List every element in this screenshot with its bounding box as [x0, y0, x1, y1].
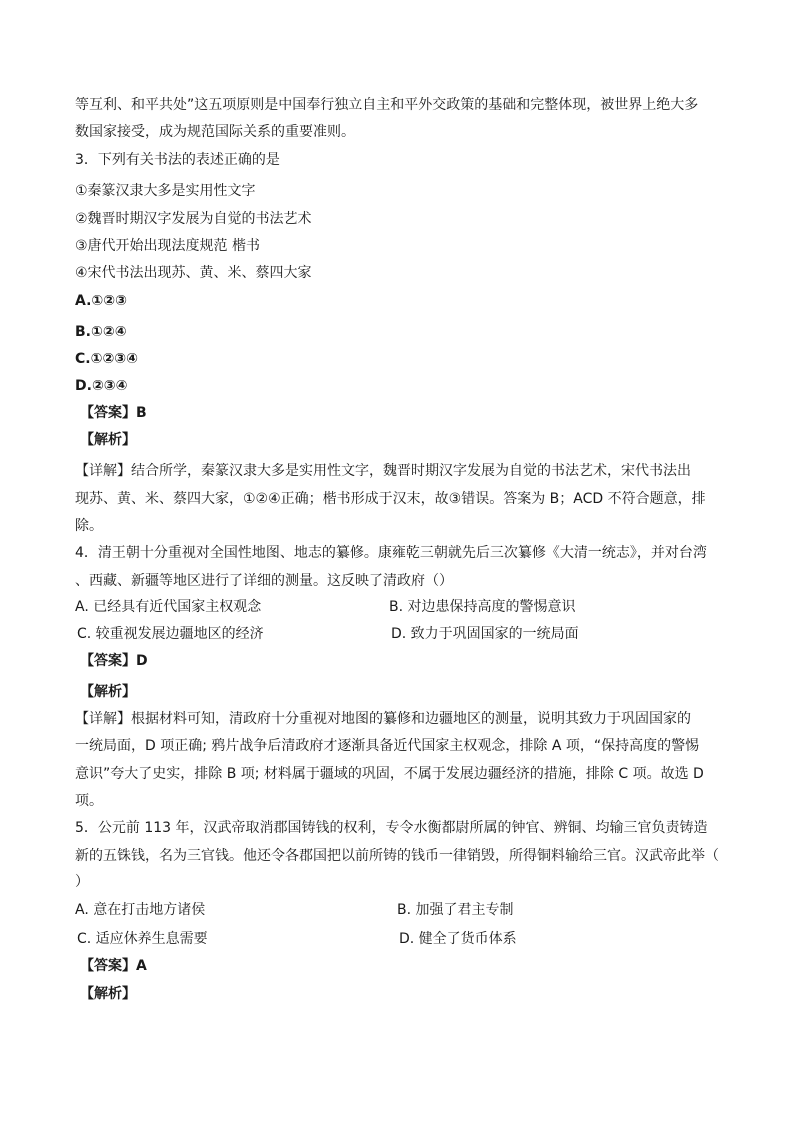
question-5-stem-line-1: 5．公元前 113 年，汉武帝取消郡国铸钱的权利，专令水衡都尉所属的钟官、辨铜、均输三官负责铸造: [75, 820, 708, 836]
q4-option-b: B. 对边患保持高度的警惕意识: [389, 599, 576, 615]
question-5-stem-line-3: ）: [75, 874, 89, 890]
question-4-stem-line-1: 4．清王朝十分重视对全国性地图、地志的纂修。康雍乾三朝就先后三次纂修《大清一统志》，并对台湾: [75, 545, 707, 561]
q4-detail-line-3: 意识”夸大了史实，排除 B 项; 材料属于疆域的巩固，不属于发展边疆经济的措施，排除 C 项。故选 D: [75, 766, 704, 782]
q3-analysis-heading: 【解析】: [80, 432, 136, 448]
q5-analysis-heading: 【解析】: [80, 986, 136, 1002]
intro-line-2: 数国家接受，成为规范国际关系的重要准则。: [75, 124, 355, 140]
q5-option-a: A. 意在打击地方诸侯: [75, 902, 206, 918]
q4-detail-line-1: 【详解】根据材料可知，清政府十分重视对地图的纂修和边疆地区的测量，说明其致力于巩固国家的: [75, 711, 691, 727]
q3-item-3: ③唐代开始出现法度规范 楷书: [75, 238, 261, 254]
q3-option-d: D.②③④: [75, 378, 128, 394]
q3-detail-line-3: 除。: [75, 518, 103, 534]
q4-option-d: D. 致力于巩固国家的一统局面: [391, 626, 579, 642]
q5-option-c: C. 适应休养生息需要: [77, 931, 208, 947]
q5-option-d: D. 健全了货币体系: [399, 931, 517, 947]
q3-item-1: ①秦篆汉隶大多是实用性文字: [75, 183, 256, 199]
q3-option-a: A.①②③: [75, 293, 127, 309]
q5-option-b: B. 加强了君主专制: [397, 902, 514, 918]
q3-answer: 【答案】B: [80, 405, 147, 421]
q4-answer: 【答案】D: [80, 653, 148, 669]
q3-option-c: C.①②③④: [75, 351, 139, 367]
q3-item-4: ④宋代书法出现苏、黄、米、蔡四大家: [75, 265, 312, 281]
q5-answer: 【答案】A: [80, 958, 147, 974]
q3-detail-line-1: 【详解】结合所学，秦篆汉隶大多是实用性文字，魏晋时期汉字发展为自觉的书法艺术，宋代书法出: [75, 463, 691, 479]
question-5-stem-line-2: 新的五铢钱，名为三官钱。他还令各郡国把以前所铸的钱币一律销毁，所得铜料输给三官。汉武帝此举（: [75, 848, 719, 864]
q3-detail-line-2: 现苏、黄、米、蔡四大家，①②④正确；楷书形成于汉末，故③错误。答案为 B；ACD 不符合题意，排: [75, 491, 706, 507]
q4-option-a: A. 已经具有近代国家主权观念: [75, 599, 262, 615]
q4-detail-line-4: 项。: [75, 793, 103, 809]
q3-option-b: B.①②④: [75, 324, 127, 340]
q4-detail-line-2: 一统局面，D 项正确; 鸦片战争后清政府才逐渐具备近代国家主权观念，排除 A 项，“保持高度的警惕: [75, 738, 700, 754]
q4-option-c: C. 较重视发展边疆地区的经济: [77, 626, 264, 642]
q4-analysis-heading: 【解析】: [80, 684, 136, 700]
q3-item-2: ②魏晋时期汉字发展为自觉的书法艺术: [75, 211, 312, 227]
question-4-stem-line-2: 、西藏、新疆等地区进行了详细的测量。这反映了清政府（）: [75, 573, 453, 589]
question-3-stem: 3．下列有关书法的表述正确的是: [75, 152, 280, 168]
intro-line-1: 等互利、和平共处”这五项原则是中国奉行独立自主和平外交政策的基础和完整体现，被世界上绝大多: [75, 97, 699, 113]
